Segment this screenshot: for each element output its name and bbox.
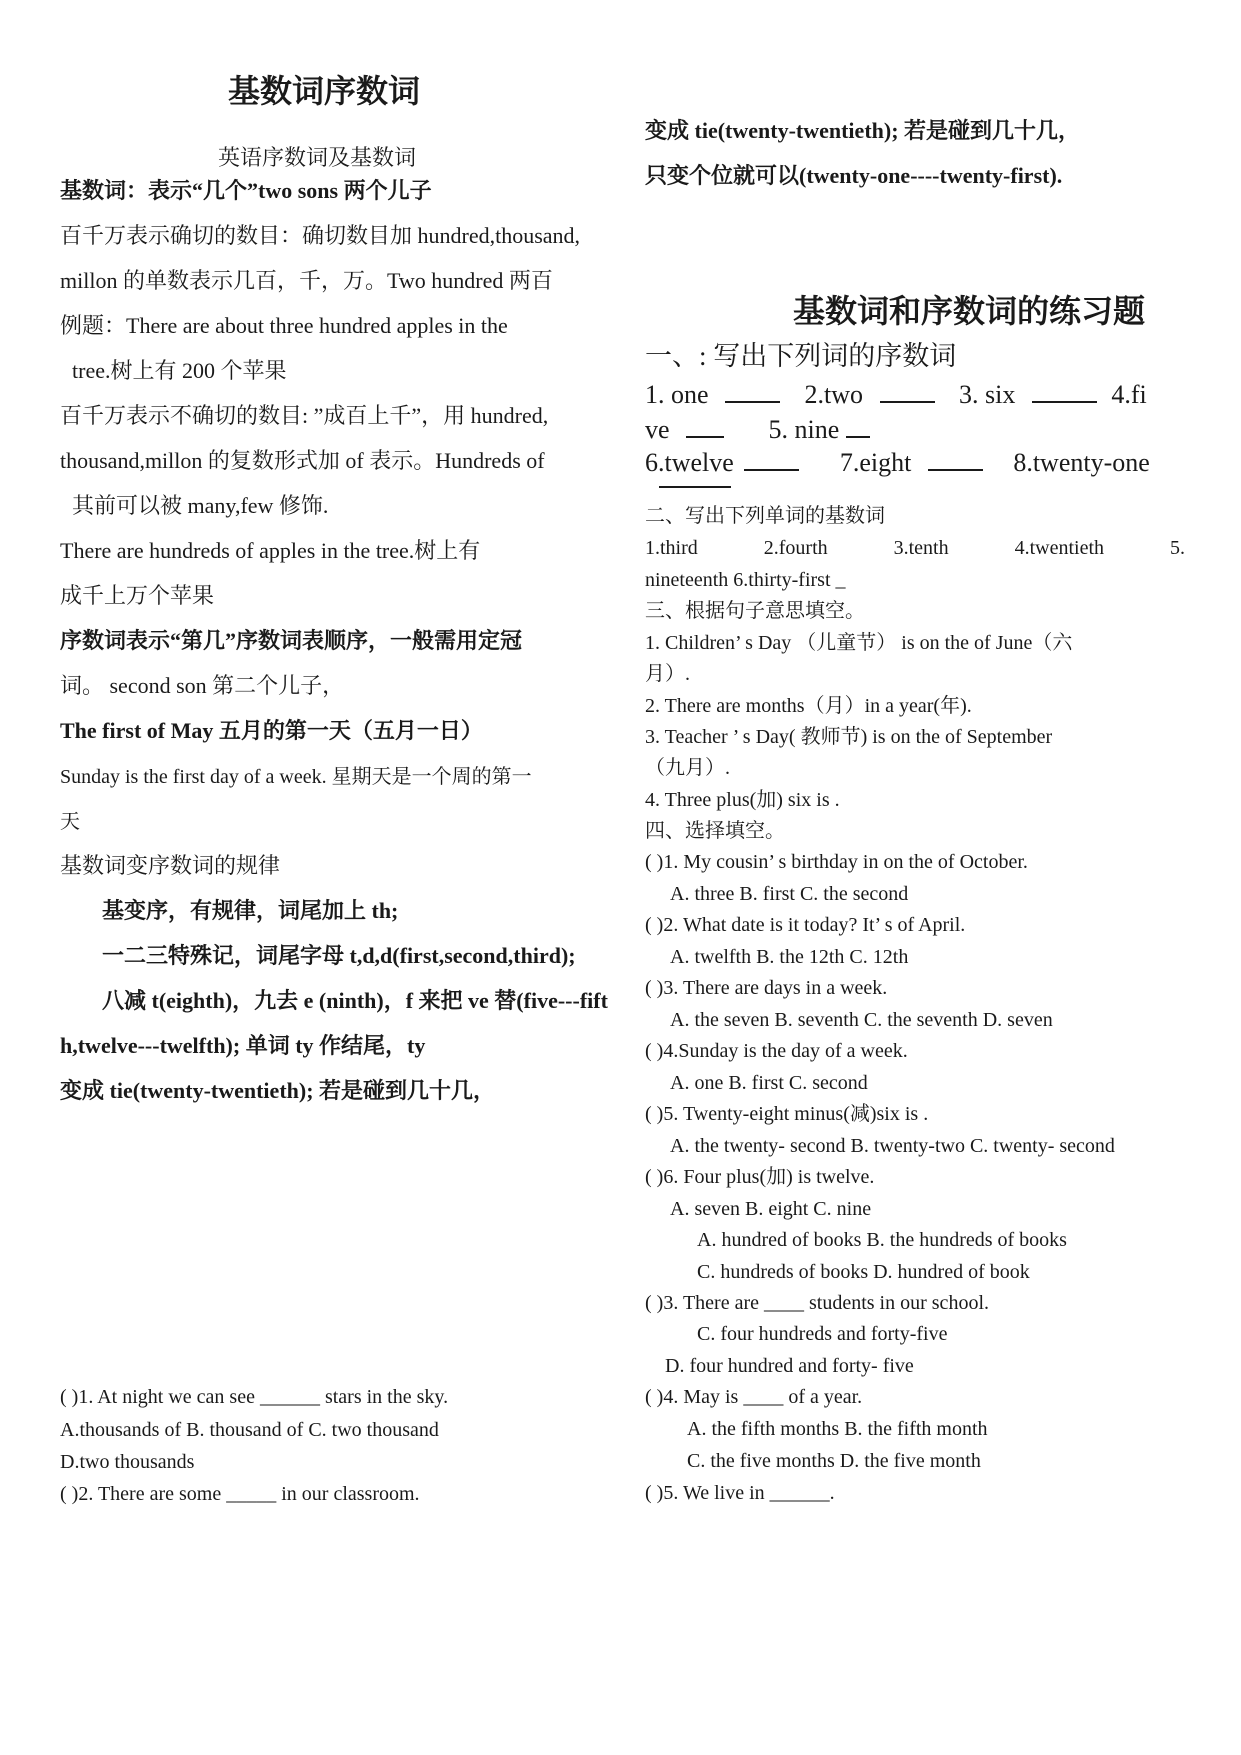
ordinal-def: 序数词表示“第几”序数词表顺序，一般需用定冠 (60, 628, 523, 653)
mc-question: ( )4. May is ____ of a year. (645, 1386, 863, 1408)
body-line: millon 的单数表示几百，千，万。Two hundred 两百 (60, 268, 553, 293)
rule-line: 基变序，有规律，词尾加上 th; (102, 898, 399, 923)
body-line: Sunday is the first day of a week. 星期天是一个周的第一 (60, 766, 532, 788)
word: 5. (1169, 537, 1185, 559)
item: 8.twenty-one (1013, 448, 1150, 477)
word: 4.twentieth (1014, 537, 1105, 559)
body-line: tree.树上有 200 个苹果 (72, 358, 287, 383)
rule-line: 八减 t(eighth)，九去 e (ninth)，f 来把 ve 替(five---fift (102, 988, 608, 1013)
mc-options: A. the fifth months B. the fifth month (687, 1418, 988, 1440)
body-line: 天 (60, 811, 80, 833)
mc-options: C. hundreds of books D. hundred of book (697, 1261, 1030, 1283)
body-line: 例题：There are about three hundred apples in the (60, 313, 508, 338)
blank[interactable] (686, 410, 724, 438)
mc-question: ( )6. Four plus(加) is twelve. (645, 1166, 875, 1188)
item: 7.eight (839, 448, 912, 477)
blank[interactable] (880, 375, 935, 403)
rule-continued: 只变个位就可以(twenty-one----twenty-first). (645, 163, 1063, 188)
exercise-row (645, 375, 1185, 410)
mc-options: A. seven B. eight C. nine (670, 1198, 872, 1220)
exercise-row (645, 410, 870, 445)
item: 2.two (804, 380, 864, 409)
body-line: 百千万表示不确切的数目: ”成百上千”，用 hundred, (60, 403, 549, 428)
word: 3.tenth (893, 537, 949, 559)
word: 2.fourth (763, 537, 828, 559)
mc-options: A. one B. first C. second (670, 1072, 868, 1094)
question-options: A.thousands of B. thousand of C. two thousand (60, 1419, 439, 1441)
blank[interactable] (928, 443, 983, 471)
word-row: nineteenth 6.thirty-first _ (645, 569, 846, 591)
fill-question: 月）. (645, 663, 690, 685)
mc-options: D. four hundred and forty- five (665, 1355, 914, 1377)
fill-question: 2. There are months（月）in a year(年). (645, 695, 972, 717)
mc-options: A. twelfth B. the 12th C. 12th (670, 946, 909, 968)
blank[interactable] (744, 443, 799, 471)
item: ve (645, 415, 670, 444)
body-line: The first of May 五月的第一天（五月一日） (60, 718, 483, 743)
item: 5. nine (768, 415, 840, 444)
item: 3. six (959, 380, 1016, 409)
cardinal-def: 基数词：表示“几个”two sons 两个儿子 (60, 178, 432, 203)
blank[interactable] (659, 470, 731, 488)
body-line: 其前可以被 many,few 修饰. (72, 493, 329, 518)
blank[interactable] (725, 375, 780, 403)
item: 6.twelve (645, 448, 734, 477)
section-heading: 二、写出下列单词的基数词 (645, 505, 885, 527)
mc-question: ( )5. Twenty-eight minus(减)six is . (645, 1103, 929, 1125)
rule-line: 一二三特殊记，词尾字母 t,d,d(first,second,third); (102, 943, 576, 968)
body-line: There are hundreds of apples in the tree.树上有 (60, 538, 481, 563)
section-heading: 一、: 写出下列词的序数词 (645, 341, 957, 371)
mc-options: C. the five months D. the five month (687, 1450, 981, 1472)
section-heading: 四、选择填空。 (645, 820, 785, 842)
mc-question: ( )3. There are ____ students in our school. (645, 1292, 989, 1314)
rule-continued: 变成 tie(twenty-twentieth); 若是碰到几十几， (645, 118, 1081, 143)
question: ( )1. At night we can see ______ stars in the sky. (60, 1386, 449, 1408)
exercise-title: 基数词和序数词的练习题 (793, 293, 1146, 329)
fill-question: 4. Three plus(加) six is . (645, 789, 840, 811)
word-row (645, 536, 1185, 560)
rule-line: h,twelve---twelfth); 单词 ty 作结尾，ty (60, 1033, 426, 1058)
body-line: thousand,millon 的复数形式加 of 表示。Hundreds of (60, 448, 545, 473)
body-line: 百千万表示确切的数目：确切数目加 hundred,thousand, (60, 223, 581, 248)
subtitle: 英语序数词及基数词 (218, 145, 417, 170)
mc-options: C. four hundreds and forty-five (697, 1323, 948, 1345)
mc-options: A. hundred of books B. the hundreds of books (697, 1229, 1067, 1251)
mc-options: A. the twenty- second B. twenty-two C. twenty- second (670, 1135, 1115, 1157)
fill-question: 1. Children’ s Day （儿童节） is on the of June（六 (645, 632, 1073, 654)
mc-question: ( )2. What date is it today? It’ s of April. (645, 914, 966, 936)
mc-question: ( )4.Sunday is the day of a week. (645, 1040, 908, 1062)
mc-options: A. three B. first C. the second (670, 883, 909, 905)
mc-question: ( )3. There are days in a week. (645, 977, 888, 999)
page-title: 基数词序数词 (228, 73, 421, 109)
rule-line: 变成 tie(twenty-twentieth); 若是碰到几十几， (60, 1078, 496, 1103)
question-options: D.two thousands (60, 1451, 195, 1473)
body-line: 词。 second son 第二个儿子， (60, 673, 345, 698)
item: 1. one (645, 380, 709, 409)
mc-options: A. the seven B. seventh C. the seventh D. seven (670, 1009, 1053, 1031)
section-heading: 三、根据句子意思填空。 (645, 600, 865, 622)
word: 1.third (645, 537, 698, 559)
mc-question: ( )1. My cousin’ s birthday in on the of October. (645, 851, 1028, 873)
rules-heading: 基数词变序数词的规律 (60, 853, 281, 878)
blank[interactable] (846, 410, 870, 438)
fill-question: （九月）. (645, 757, 730, 779)
body-line: 成千上万个苹果 (60, 583, 215, 608)
question: ( )2. There are some _____ in our classroom. (60, 1483, 420, 1505)
item: 4.fi (1111, 380, 1147, 409)
blank[interactable] (1032, 375, 1097, 403)
fill-question: 3. Teacher ’ s Day( 教师节) is on the of September (645, 726, 1053, 748)
mc-question: ( )5. We live in ______. (645, 1482, 835, 1504)
